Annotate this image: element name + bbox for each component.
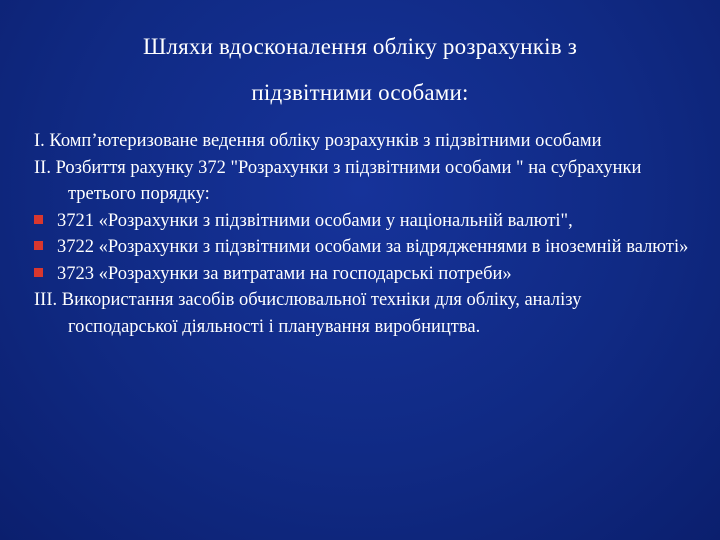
slide-title-line-2: підзвітними особами: xyxy=(251,80,469,105)
square-bullet-icon xyxy=(34,268,43,277)
bullet-item-3722 xyxy=(34,234,694,261)
square-bullet-icon xyxy=(34,215,43,224)
list-item-1: І. Комп’ютеризоване ведення обліку розрахунків з підзвітними особами xyxy=(34,131,602,151)
slide-body xyxy=(34,128,694,340)
bullet-item-3723-text: 3723 «Розрахунки за витратами на господарські потреби» xyxy=(57,263,512,284)
slide-title xyxy=(60,24,660,116)
square-bullet-icon xyxy=(34,241,43,250)
bullet-item-3723 xyxy=(34,261,694,288)
bullet-item-3722-text: 3722 «Розрахунки з підзвітними особами за відрядженнями в іноземній валюті» xyxy=(57,237,689,257)
list-item-2: ІІ. Розбиття рахунку 372 "Розрахунки з підзвітними особами " на субрахунки третього порядку: xyxy=(34,157,642,204)
bullet-item-3721-text: 3721 «Розрахунки з підзвітними особами у національній валюті", xyxy=(57,210,573,231)
slide-title-line-1: Шляхи вдосконалення обліку розрахунків з xyxy=(142,34,578,59)
bullet-item-3721 xyxy=(34,208,694,235)
list-item-3: ІІІ. Використання засобів обчислювальної техніки для обліку, аналізу господарської діяльності і планування виробництва. xyxy=(34,290,582,337)
